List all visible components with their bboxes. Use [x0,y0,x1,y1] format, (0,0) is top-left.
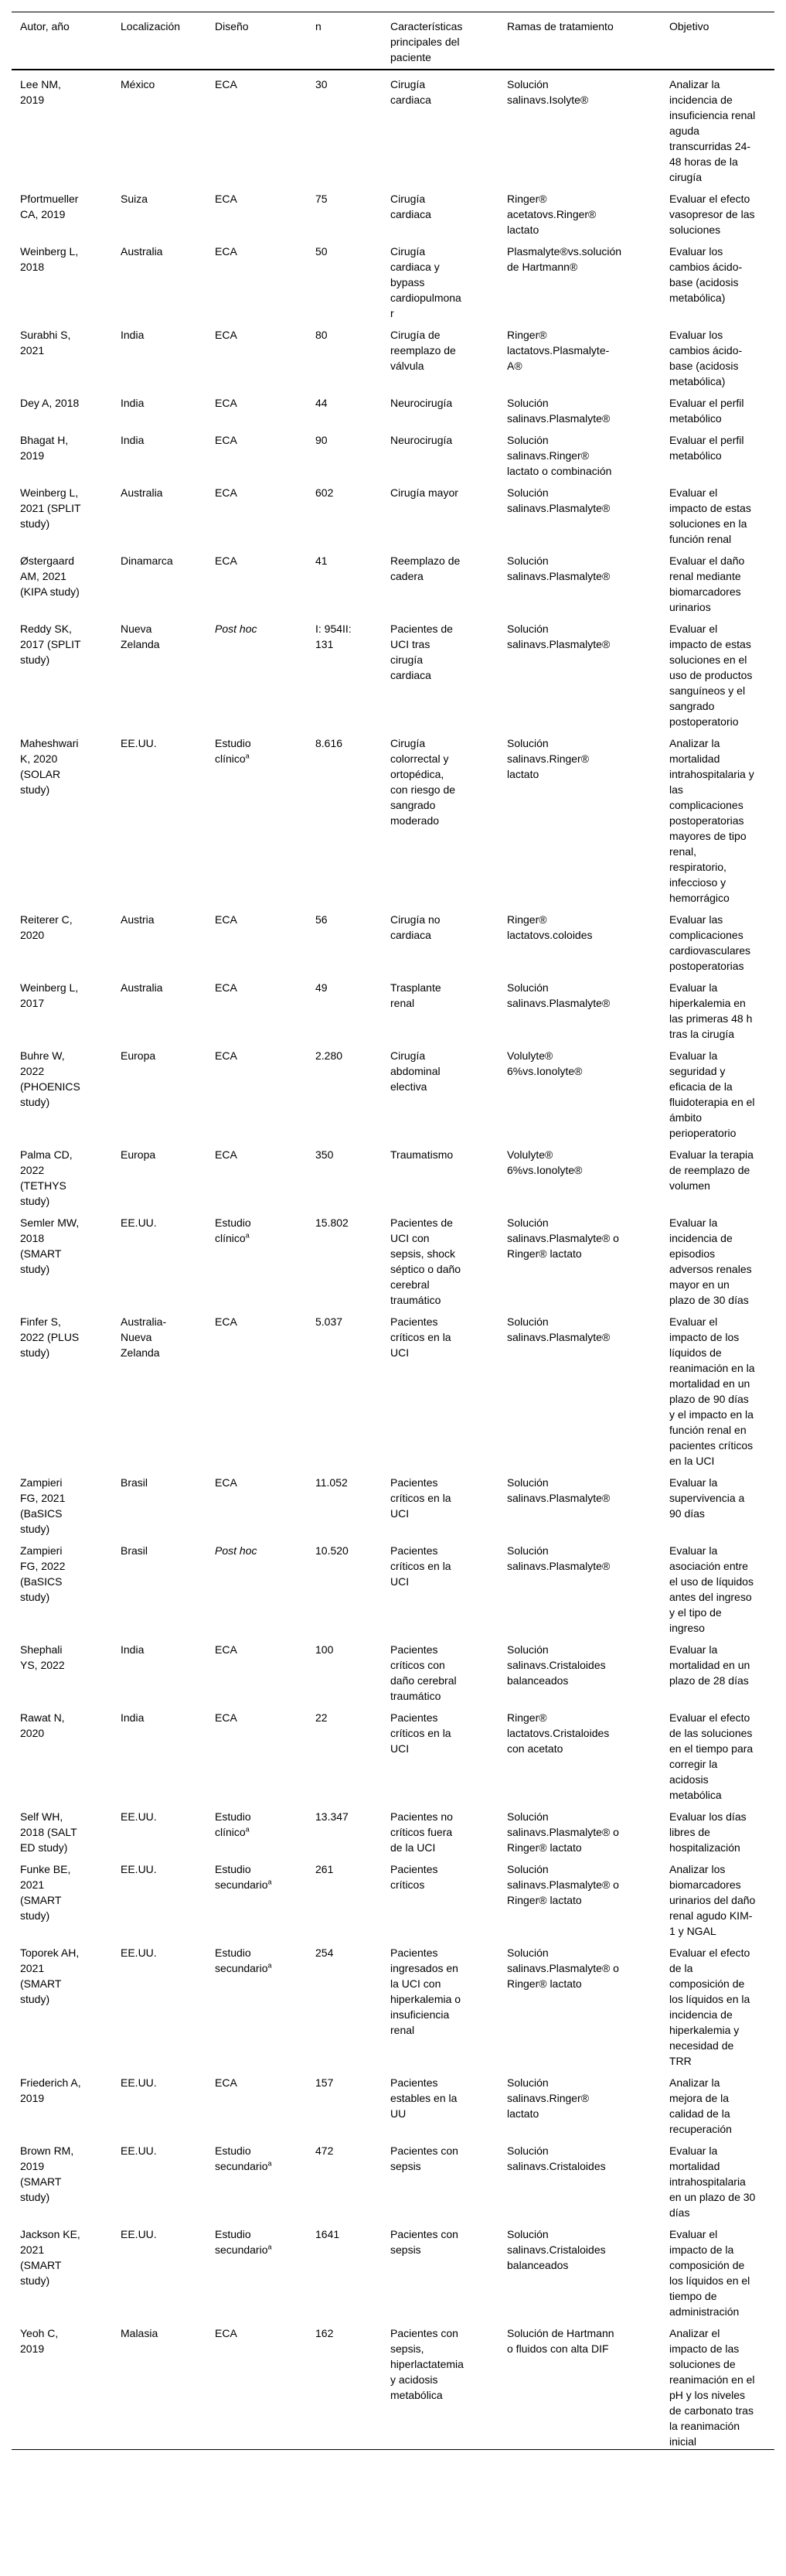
cell-diseno: Post hoc [215,623,257,635]
footnote-marker: a [267,2159,272,2168]
cell-localizacion: India [121,434,145,446]
table-row [12,1537,774,1636]
cell-caracteristicas: Neurocirugía [390,434,453,446]
table-row [12,1704,774,1803]
cell-autor: Funke BE, 2021 (SMART study) [20,1863,71,1922]
cell-diseno: ECA [215,1148,237,1161]
cell-autor: Zampieri FG, 2021 (BaSICS study) [20,1476,66,1535]
table-row [12,547,774,615]
cell-n: 162 [315,2327,334,2339]
footnote-marker: a [267,1961,272,1970]
cell-autor: Jackson KE, 2021 (SMART study) [20,2228,80,2287]
footnote-marker: a [245,1231,250,1240]
cell-localizacion: EE.UU. [121,1810,157,1823]
cell-n: I: 954II: 131 [315,623,352,650]
cell-objetivo: Analizar los biomarcadores urinarios del daño renal agudo KIM-1 y NGAL [669,1863,756,1937]
cell-ramas: Solución salinavs.Cristaloides balanceados [507,1643,606,1687]
cell-diseno: ECA [215,193,237,205]
cell-caracteristicas: Pacientes de UCI tras cirugía cardiaca [390,623,453,681]
cell-ramas: Solución salinavs.Ringer® lactato o combinación [507,434,612,477]
cell-ramas: Solución salinavs.Plasmalyte® [507,981,611,1009]
cell-objetivo: Evaluar la asociación entre el uso de líquidos antes del ingreso y el tipo de ingreso [669,1544,754,1634]
cell-objetivo: Evaluar el daño renal mediante biomarcadores urinarios [669,554,745,613]
footnote-marker: a [245,1825,250,1834]
cell-objetivo: Evaluar los días libres de hospitalización [669,1810,747,1854]
paper-table-page [0,12,786,2576]
col-header-n: n [315,12,390,70]
cell-autor: Rawat N, 2020 [20,1711,65,1739]
table-row [12,1141,774,1209]
cell-autor: Surabhi S, 2021 [20,329,71,357]
table-row [12,237,774,321]
cell-ramas: Solución salinavs.Plasmalyte® o Ringer® lactato [507,1216,619,1260]
cell-autor: Lee NM, 2019 [20,78,61,106]
cell-localizacion: EE.UU. [121,1863,157,1875]
cell-autor: Bhagat H, 2019 [20,434,69,462]
cell-diseno: ECA [215,913,237,926]
cell-ramas: Ringer® lactatovs.Plasmalyte-A® [507,329,610,372]
cell-diseno: ECA [215,1476,237,1489]
cell-localizacion: México [121,78,155,90]
cell-n: 30 [315,78,328,90]
cell-localizacion: India [121,1711,145,1724]
table-row [12,615,774,729]
cell-n: 5.037 [315,1315,343,1328]
table-row [12,2319,774,2450]
cell-objetivo: Evaluar la hiperkalemia en las primeras 48 h tras la cirugía [669,981,753,1040]
cell-autor: Toporek AH, 2021 (SMART study) [20,1947,80,2005]
cell-caracteristicas: Pacientes críticos [390,1863,438,1891]
cell-n: 472 [315,2144,334,2157]
cell-diseno: ECA [215,434,237,446]
table-row [12,906,774,974]
cell-ramas: Solución de Hartmann o fluidos con alta DIF [507,2327,614,2355]
cell-caracteristicas: Pacientes con sepsis [390,2144,458,2172]
cell-diseno: ECA [215,78,237,90]
footnote-marker: a [267,1878,272,1886]
cell-ramas: Solución salinavs.Plasmalyte® [507,554,611,582]
cell-caracteristicas: Cirugía cardiaca y bypass cardiopulmonar [390,245,461,319]
cell-autor: Reddy SK, 2017 (SPLIT study) [20,623,81,666]
cell-caracteristicas: Pacientes críticos en la UCI [390,1476,451,1520]
cell-diseno: Estudio secundario$^a$ [215,2144,272,2172]
table-row [12,426,774,479]
cell-n: 13.347 [315,1810,349,1823]
col-header-ramas: Ramas de tratamiento [507,12,669,70]
cell-localizacion: India [121,1643,145,1656]
cell-diseno: ECA [215,1643,237,1656]
cell-localizacion: Australia [121,486,163,499]
cell-objetivo: Evaluar las complicaciones cardiovasculares postoperatorias [669,913,751,972]
cell-localizacion: Brasil [121,1476,148,1489]
cell-autor: Zampieri FG, 2022 (BaSICS study) [20,1544,66,1603]
cell-caracteristicas: Neurocirugía [390,397,453,409]
cell-localizacion: EE.UU. [121,2144,157,2157]
cell-n: 90 [315,434,328,446]
cell-objetivo: Evaluar el impacto de estas soluciones en el uso de productos sanguíneos y el sangrado postoperatorio [669,623,753,728]
cell-diseno: ECA [215,2076,237,2089]
cell-diseno: ECA [215,1315,237,1328]
cell-caracteristicas: Cirugía cardiaca [390,78,431,106]
cell-localizacion: EE.UU. [121,1947,157,1959]
cell-ramas: Solución salinavs.Plasmalyte® o Ringer® lactato [507,1810,619,1854]
table-row [12,1803,774,1855]
cell-localizacion: EE.UU. [121,1216,157,1229]
cell-ramas: Solución salinavs.Plasmalyte® [507,397,611,425]
cell-autor: Dey A, 2018 [20,397,80,409]
cell-ramas: Volulyte® 6%vs.Ionolyte® [507,1148,583,1176]
cell-objetivo: Evaluar el efecto de la composición de los líquidos en la incidencia de hiperkalemia y necesidad de TRR [669,1947,750,2067]
cell-autor: Friederich A, 2019 [20,2076,81,2104]
cell-diseno: Estudio secundario$^a$ [215,1947,272,1974]
cell-localizacion: Dinamarca [121,554,173,567]
cell-autor: Yeoh C, 2019 [20,2327,59,2355]
cell-n: 10.520 [315,1544,349,1557]
cell-localizacion: EE.UU. [121,737,157,749]
table-row [12,70,774,185]
cell-localizacion: Australia [121,981,163,994]
table-row [12,974,774,1042]
cell-n: 41 [315,554,328,567]
cell-autor: Reiterer C, 2020 [20,913,73,941]
cell-autor: Shephali YS, 2022 [20,1643,65,1671]
cell-ramas: Solución salinavs.Cristaloides [507,2144,606,2172]
col-header-caracteristicas: Características principales del paciente [390,12,507,70]
cell-n: 50 [315,245,328,258]
cell-localizacion: Austria [121,913,155,926]
cell-diseno: ECA [215,2327,237,2339]
cell-objetivo: Evaluar el impacto de la composición de los líquidos en el tiempo de administración [669,2228,750,2318]
cell-objetivo: Evaluar el perfil metabólico [669,434,744,462]
cell-n: 75 [315,193,328,205]
cell-caracteristicas: Pacientes con sepsis, hiperlactatemia y acidosis metabólica [390,2327,464,2401]
table-row [12,479,774,547]
cell-diseno: ECA [215,486,237,499]
cell-ramas: Solución salinavs.Plasmalyte® [507,623,611,650]
cell-objetivo: Evaluar los cambios ácido-base (acidosis metabólica) [669,245,743,304]
footnote-marker: a [267,2243,272,2251]
cell-objetivo: Evaluar los cambios ácido-base (acidosis metabólica) [669,329,743,387]
cell-caracteristicas: Cirugía no cardiaca [390,913,441,941]
cell-autor: Maheshwari K, 2020 (SOLAR study) [20,737,79,796]
cell-caracteristicas: Pacientes críticos con daño cerebral traumático [390,1643,457,1702]
cell-n: 100 [315,1643,334,1656]
col-header-autor: Autor, año [12,12,121,70]
cell-ramas: Solución salinavs.Plasmalyte® o Ringer® lactato [507,1947,619,1990]
table-row [12,729,774,906]
cell-autor: Weinberg L, 2017 [20,981,79,1009]
cell-autor: Østergaard AM, 2021 (KIPA study) [20,554,80,598]
cell-autor: Finfer S, 2022 (PLUS study) [20,1315,80,1359]
cell-n: 44 [315,397,328,409]
cell-localizacion: Nueva Zelanda [121,623,160,650]
cell-diseno: ECA [215,554,237,567]
cell-n: 2.280 [315,1049,343,1062]
cell-objetivo: Evaluar el impacto de los líquidos de reanimación en la mortalidad en un plazo de 90 días y el impacto en la función renal en pacientes críticos en la UCI [669,1315,755,1467]
cell-n: 157 [315,2076,334,2089]
cell-objetivo: Analizar el impacto de las soluciones de reanimación en el pH y los niveles de carbonato tras la reanimación inicial [669,2327,755,2448]
cell-caracteristicas: Pacientes ingresados en la UCI con hiperkalemia o insuficiencia renal [390,1947,461,2036]
cell-caracteristicas: Cirugía abdominal electiva [390,1049,441,1093]
cell-n: 49 [315,981,328,994]
cell-n: 602 [315,486,334,499]
cell-n: 15.802 [315,1216,349,1229]
cell-n: 350 [315,1148,334,1161]
col-header-diseno: Diseño [215,12,315,70]
cell-localizacion: Europa [121,1148,156,1161]
table-row [12,321,774,389]
col-header-objetivo: Objetivo [669,12,774,70]
cell-autor: Semler MW, 2018 (SMART study) [20,1216,80,1275]
table-row [12,185,774,237]
cell-diseno: ECA [215,329,237,341]
cell-localizacion: Suiza [121,193,148,205]
table-row [12,1939,774,2069]
table-row [12,1469,774,1537]
cell-caracteristicas: Reemplazo de cadera [390,554,461,582]
cell-ramas: Ringer® lactatovs.Cristaloides con acetato [507,1711,610,1755]
cell-localizacion: Malasia [121,2327,158,2339]
table-row [12,1636,774,1704]
table-row [12,2137,774,2220]
cell-objetivo: Evaluar la terapia de reemplazo de volumen [669,1148,754,1192]
cell-ramas: Plasmalyte®vs.solución de Hartmann® [507,245,622,273]
cell-n: 261 [315,1863,334,1875]
cell-ramas: Ringer® acetatovs.Ringer® lactato [507,193,597,236]
cell-n: 80 [315,329,328,341]
cell-objetivo: Analizar la mortalidad intrahospitalaria y las complicaciones postoperatorias mayores de tipo renal, respiratorio, infeccioso y hemorrágico [669,737,754,904]
cell-caracteristicas: Pacientes críticos en la UCI [390,1315,451,1359]
cell-autor: Pfortmueller CA, 2019 [20,193,79,220]
cell-objetivo: Analizar la mejora de la calidad de la recuperación [669,2076,732,2135]
cell-n: 8.616 [315,737,343,749]
cell-diseno: Estudio clínico$^a$ [215,1216,251,1244]
table-row [12,2069,774,2137]
cell-objetivo: Evaluar el impacto de estas soluciones en la función renal [669,486,751,545]
table-row [12,389,774,426]
cell-diseno: ECA [215,397,237,409]
cell-localizacion: India [121,397,145,409]
table-row [12,1042,774,1141]
studies-table [12,12,774,2450]
cell-localizacion: Australia [121,245,163,258]
cell-n: 1641 [315,2228,340,2240]
cell-ramas: Solución salinavs.Cristaloides balanceados [507,2228,606,2271]
cell-objetivo: Evaluar el efecto vasopresor de las soluciones [669,193,755,236]
cell-ramas: Solución salinavs.Plasmalyte® [507,1544,611,1572]
cell-autor: Brown RM, 2019 (SMART study) [20,2144,74,2203]
cell-objetivo: Evaluar la mortalidad en un plazo de 28 días [669,1643,750,1687]
cell-n: 254 [315,1947,334,1959]
cell-diseno: ECA [215,1711,237,1724]
cell-diseno: ECA [215,245,237,258]
cell-ramas: Solución salinavs.Plasmalyte® [507,1315,611,1343]
cell-localizacion: Australia-Nueva Zelanda [121,1315,167,1359]
table-row [12,1308,774,1469]
table-row [12,1855,774,1939]
cell-autor: Palma CD, 2022 (TETHYS study) [20,1148,73,1207]
cell-caracteristicas: Cirugía cardiaca [390,193,431,220]
cell-diseno: Estudio secundario$^a$ [215,1863,272,1891]
cell-localizacion: Europa [121,1049,156,1062]
cell-autor: Weinberg L, 2021 (SPLIT study) [20,486,81,530]
cell-autor: Self WH, 2018 (SALT ED study) [20,1810,77,1854]
cell-caracteristicas: Cirugía colorrectal y ortopédica, con riesgo de sangrado moderado [390,737,456,827]
cell-diseno: Estudio clínico$^a$ [215,737,251,765]
cell-n: 22 [315,1711,328,1724]
cell-caracteristicas: Pacientes críticos en la UCI [390,1544,451,1588]
cell-objetivo: Evaluar el perfil metabólico [669,397,744,425]
cell-localizacion: India [121,329,145,341]
table-row [12,1209,774,1308]
cell-diseno: ECA [215,1049,237,1062]
cell-n: 56 [315,913,328,926]
cell-localizacion: EE.UU. [121,2076,157,2089]
cell-caracteristicas: Pacientes no críticos fuera de la UCI [390,1810,453,1854]
studies-table-body [12,70,774,2450]
cell-localizacion: Brasil [121,1544,148,1557]
cell-autor: Weinberg L, 2018 [20,245,79,273]
cell-ramas: Solución salinavs.Plasmalyte® [507,1476,611,1504]
cell-caracteristicas: Traumatismo [390,1148,454,1161]
cell-objetivo: Evaluar la seguridad y eficacia de la fluidoterapia en el ámbito perioperatorio [669,1049,755,1139]
cell-objetivo: Evaluar el efecto de las soluciones en el tiempo para corregir la acidosis metabólica [669,1711,754,1801]
cell-diseno: Estudio secundario$^a$ [215,2228,272,2256]
cell-n: 11.052 [315,1476,348,1489]
cell-ramas: Volulyte® 6%vs.Ionolyte® [507,1049,583,1077]
cell-ramas: Solución salinavs.Ringer® lactato [507,2076,590,2120]
table-header-row [12,12,774,70]
cell-ramas: Ringer® lactatovs.coloides [507,913,593,941]
cell-caracteristicas: Pacientes críticos en la UCI [390,1711,451,1755]
cell-ramas: Solución salinavs.Plasmalyte® [507,486,611,514]
cell-diseno: Estudio clínico$^a$ [215,1810,251,1838]
cell-caracteristicas: Cirugía de reemplazo de válvula [390,329,456,372]
cell-ramas: Solución salinavs.Ringer® lactato [507,737,590,780]
cell-localizacion: EE.UU. [121,2228,157,2240]
cell-caracteristicas: Pacientes estables en la UU [390,2076,458,2120]
footnote-marker: a [245,752,250,760]
cell-objetivo: Analizar la incidencia de insuficiencia renal aguda transcurridas 24-48 horas de la cirugía [669,78,756,183]
cell-objetivo: Evaluar la incidencia de episodios adversos renales mayor en un plazo de 30 días [669,1216,752,1306]
cell-caracteristicas: Pacientes con sepsis [390,2228,458,2256]
table-row [12,2220,774,2319]
col-header-localizacion: Localización [121,12,215,70]
cell-diseno: Post hoc [215,1544,257,1557]
cell-objetivo: Evaluar la mortalidad intrahospitalaria en un plazo de 30 días [669,2144,756,2219]
cell-caracteristicas: Trasplante renal [390,981,441,1009]
cell-autor: Buhre W, 2022 (PHOENICS study) [20,1049,80,1108]
cell-caracteristicas: Cirugía mayor [390,486,458,499]
cell-ramas: Solución salinavs.Plasmalyte® o Ringer® lactato [507,1863,619,1906]
cell-objetivo: Evaluar la supervivencia a 90 días [669,1476,745,1520]
cell-diseno: ECA [215,981,237,994]
cell-caracteristicas: Pacientes de UCI con sepsis, shock séptico o daño cerebral traumático [390,1216,461,1306]
cell-ramas: Solución salinavs.Isolyte® [507,78,589,106]
